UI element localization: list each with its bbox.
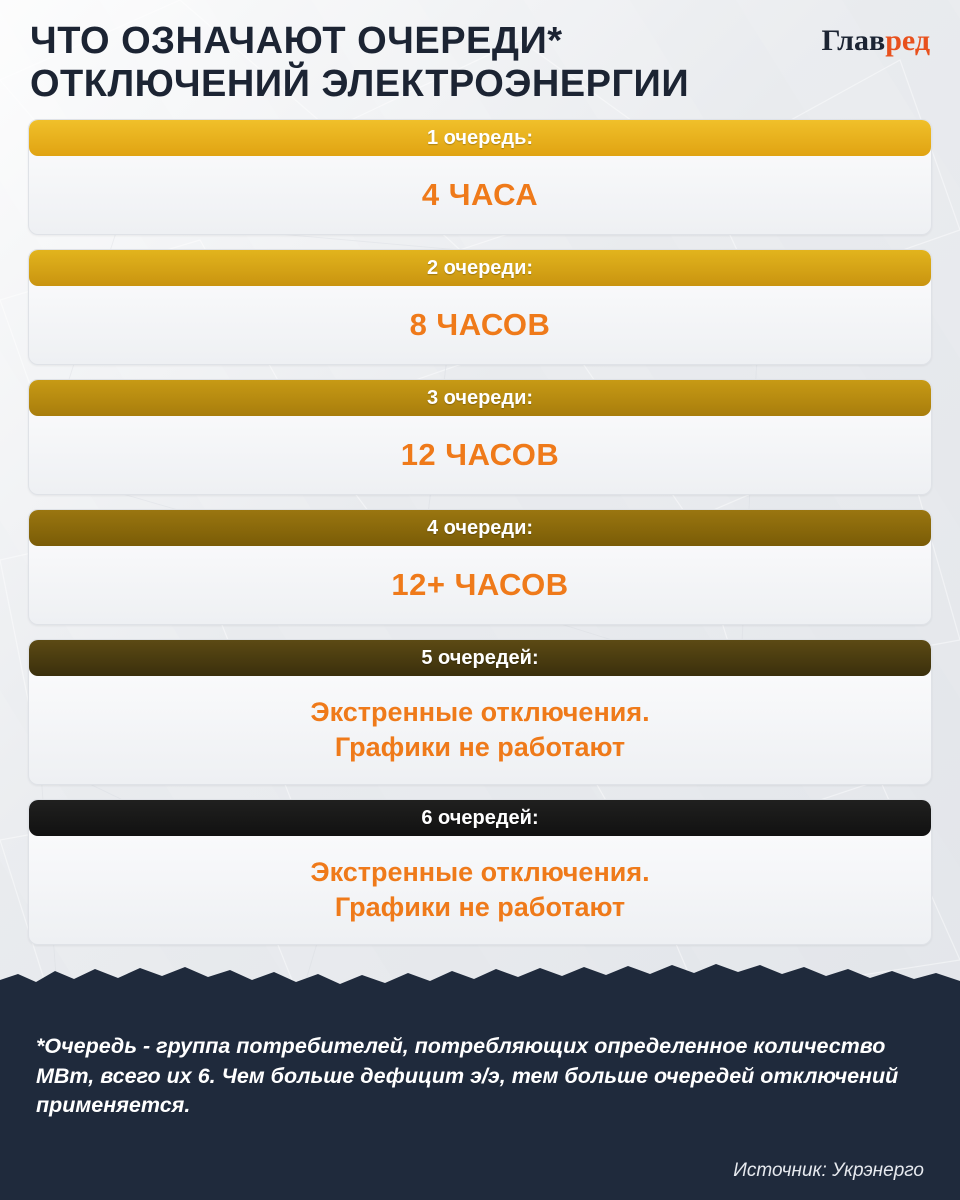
brand-logo-part1: Глав (821, 24, 886, 57)
queue-card (28, 249, 932, 365)
queue-card-value: Экстренные отключения. Графики не работают (310, 857, 650, 923)
queue-card-value: 8 ЧАСОВ (409, 307, 551, 343)
source-label: Источник: Укрэнерго (733, 1160, 924, 1181)
queue-card (28, 119, 932, 235)
queue-card-header: 6 очередей: (29, 800, 931, 836)
torn-edge-decoration (0, 962, 960, 994)
queue-card (28, 509, 932, 625)
brand-logo (821, 24, 930, 58)
brand-logo-part2: ред (885, 24, 930, 57)
queue-card (28, 799, 932, 945)
queue-card-header: 4 очереди: (29, 510, 931, 546)
queue-card-header: 5 очередей: (29, 640, 931, 676)
queue-card-value: 12+ ЧАСОВ (391, 567, 569, 603)
queue-card (28, 639, 932, 785)
queue-card-header: 1 очередь: (29, 120, 931, 156)
queue-card-list (0, 105, 960, 945)
queue-card-value: 4 ЧАСА (421, 177, 539, 213)
queue-card-header: 3 очереди: (29, 380, 931, 416)
queue-card-header: 2 очереди: (29, 250, 931, 286)
queue-card-value: Экстренные отключения. Графики не работают (310, 697, 650, 763)
page-title: ЧТО ОЗНАЧАЮТ ОЧЕРЕДИ* ОТКЛЮЧЕНИЙ ЭЛЕКТРОЭНЕРГИИ (30, 20, 690, 105)
queue-card (28, 379, 932, 495)
poster-header (0, 0, 960, 105)
footnote-text: *Очередь - группа потребителей, потребляющих определенное количество МВт, всего их 6. Чем больше дефицит э/э, тем больше очередей отключений применяется. (36, 1034, 899, 1118)
poster-footer (0, 990, 960, 1200)
queue-card-value: 12 ЧАСОВ (400, 437, 560, 473)
